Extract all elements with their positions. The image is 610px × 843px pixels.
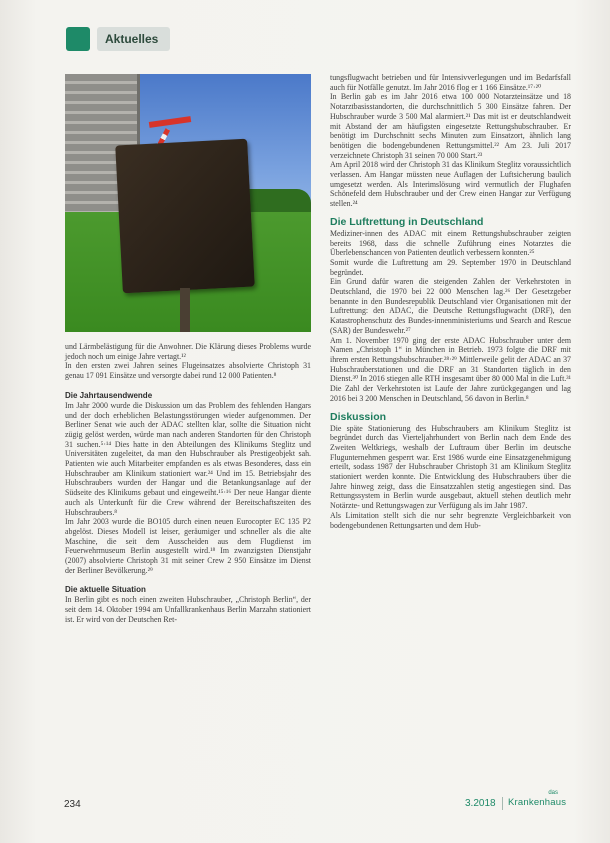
- magazine-logo: [508, 790, 578, 808]
- section-title: Aktuelles: [97, 27, 170, 51]
- issue-number: 3.2018: [465, 798, 496, 809]
- article-photo: [65, 74, 311, 332]
- paragraph: Im Jahr 2003 wurde die BO105 durch einen neuen Eurocopter EC 135 P2 abgelöst. Dieses Modell ist leiser, geräumiger und schneller als die alte Maschine, die seit dem Ausscheiden aus dem Flugdienst im Feuerwehrmuseum Berlin ausgestellt wird.¹⁸ Im zwanzigsten Dienstjahr (2007) absolvierte Christoph 31 mit seiner Crew 2 950 Einsätze im Dienst der Berliner Bevölkerung.²⁹: [65, 517, 311, 575]
- paragraph: Somit wurde die Luftrettung am 29. September 1970 in Deutschland begründet.: [330, 257, 571, 277]
- subheading-jahrtausendwende: Die Jahrtausendwende: [65, 390, 153, 400]
- photo-sign-board: [115, 139, 255, 294]
- paragraph: Am 1. November 1970 ging der erste ADAC Hubschrauber unter dem Namen „Christoph 1“ in München in Betrieb. 1973 folgte die DRF mit ihrem ersten Rettungshubschrauber.²⁸·²⁹ Mittlerweile gelit der ADAC an 37 Hubschrauberstationen und die DRF an 31 Standorten täglich in den Dienst.³⁰ In 2016 stiegen alle RTH insgesamt über 80 000 Mal in die Luft.³¹ Die Zahl der Verkehrstoten ist Laufe der Jahre zurückgegangen und lag 2016 bei 3 200 Menschen in Deutschland, 56 davon in Berlin.⁸: [330, 335, 571, 403]
- paragraph: Ein Grund dafür waren die steigenden Zahlen der Verkehrstoten in Deutschland, die 1970 bei 22 000 Menschen lag.²⁶ Der Gesetzgeber benannte in den Bundesrepublik Deutschland vier Organisationen mit der Luftrettung: den ADAC, die Deutsche Rettungsflugwacht (DRF), den Katastrophenschutz des Bundes-innenministeriums und Search and Rescue (SAR) der Bundeswehr.²⁷: [330, 277, 571, 335]
- paragraph: Am April 2018 wird der Christoph 31 das Klinikum Steglitz voraussichtlich verlassen. Am Hangar müssten neue Auflagen der Luftsicherung baulich umgesetzt werden. Als Interimslösung wird vermutlich der Flughafen Schönefeld dem Hubschrauber und der Crew einen Hangar zur Verfügung stellen.²⁴: [330, 160, 571, 209]
- subheading-aktuelle-situation: Die aktuelle Situation: [65, 585, 146, 595]
- heading-diskussion: Diskussion: [330, 410, 387, 423]
- paragraph: Mediziner-innen des ADAC mit einem Rettungshubschrauber zeigten bereits 1968, dass die schnelle Zuführung eines Notarztes die Überlebenschancen von Patienten deutlich verbessern konnten.²⁵: [330, 228, 571, 258]
- heading-luftrettung: Die Luftrettung in Deutschland: [330, 215, 484, 228]
- paragraph: In den ersten zwei Jahren seines Flugeinsatzes absolvierte Christoph 31 genau 17 091 Einsätze und versorgte dabei rund 12 000 Patienten.⁸: [65, 361, 311, 381]
- logo-article-text: das: [548, 790, 558, 796]
- paragraph: Als Limitation stellt sich die nur sehr begrenzte Vergleichbarkeit von bodengebundenen Rettungsarten und dem Hub-: [330, 510, 571, 530]
- section-marker-square: [66, 27, 90, 51]
- logo-title-text: Krankenhaus: [508, 797, 567, 808]
- right-text-column: [330, 73, 571, 530]
- footer-divider: [502, 797, 503, 810]
- page-number: 234: [64, 799, 81, 810]
- section-header: [66, 26, 170, 52]
- paragraph: Im Jahr 2000 wurde die Diskussion um das Problem des fehlenden Hangars und der doch erheblichen Belastungsstörungen wieder aufgenommen. Der Berliner Senat wie auch der ADAC stellten klar, sollte die Situation nicht zügig gelöst werden, würde man nach anderen Standorten für den Christoph 31 suchen.⁵·¹⁴ Dies hatte in den Abteilungen des Klinikums Steglitz und Universitäten zugeleitet, da man den Hubschrauber als Prestigeobjekt sah. Patienten wie auch Mitarbeiter empfanden es als etwas Besonderes, dass ein Hubschrauber am Klinikum stationiert war.²⁴ Und im 15. Betriebsjahr des Hubschraubers wurden der Hangar und die Betankungsanlage auf der Südseite des Klinikums gebaut und eingeweiht.¹⁵·¹⁶ Der neue Hangar diente auch als Unterkunft für die Crew während der Bereitschaftszeiten des Hubschraubers.⁸: [65, 400, 311, 517]
- paragraph: In Berlin gibt es noch einen zweiten Hubschrauber, „Christoph Berlin“, der seit dem 14. Oktober 1994 am Unfallkrankenhaus Berlin Marzahn stationiert ist. Er wird von der Deutschen Ret-: [65, 595, 311, 624]
- paragraph: und Lärmbelästigung für die Anwohner. Die Klärung dieses Problems wurde jedoch noch um einige Jahre vertagt.¹²: [65, 342, 311, 361]
- paragraph: In Berlin gab es im Jahr 2016 etwa 100 000 Notarzteinsätze und 18 Notarztbasisstandorten, die durchschnittlich 5 300 Einsätze fahren. Der Hubschrauber wurde 3 500 Mal alarmiert.²¹ Das mit ist er deutschlandweit mit Abstand der am häufigsten eingesetzte Rettungshubschrauber. Er benötigt im Durchschnitt sechs Minuten zum Einsatzort, ähnlich lang benötigen die bodengebundenen Rettungsmittel.²² Am 23. Juli 2017 verzeichnete Christoph 31 seinen 70 000 Start.²³: [330, 92, 571, 160]
- paragraph: tungsflugwacht betrieben und für Intensivverlegungen und im Bedarfsfall auch für Notfälle genutzt. Im Jahr 2016 flog er 1 166 Einsätze.¹⁷·²⁰: [330, 73, 571, 92]
- paragraph: Die späte Stationierung des Hubschraubers am Klinikum Steglitz ist begründet durch das Vierteljahrhundert von Berlin nach dem Ende des Zweiten Weltkriegs, weshalb der Luftraum über Berlin im deutsche Flugunternehmen gesperrt war. Erst 1986 wurde eine Einsatzgenehmigung erteilt, sodass 1987 der Hubschrauber Christoph 31 am Klinikum Steglitz stationiert werden konnte. Die Entwicklung des Hubschraubers über die Jahre hinweg zeigt, dass die Einsatzzahlen stetig angestiegen sind. Das Rettungssystem in Berlin wurde ausgebaut, aktuell stehen deutlich mehr Notärzte- und Rettungswagen zur Verfügung als im Jahr 1987.: [330, 423, 571, 511]
- photo-windsock-bar: [149, 116, 191, 128]
- photo-sign-post: [180, 288, 190, 332]
- left-text-column: [65, 342, 311, 625]
